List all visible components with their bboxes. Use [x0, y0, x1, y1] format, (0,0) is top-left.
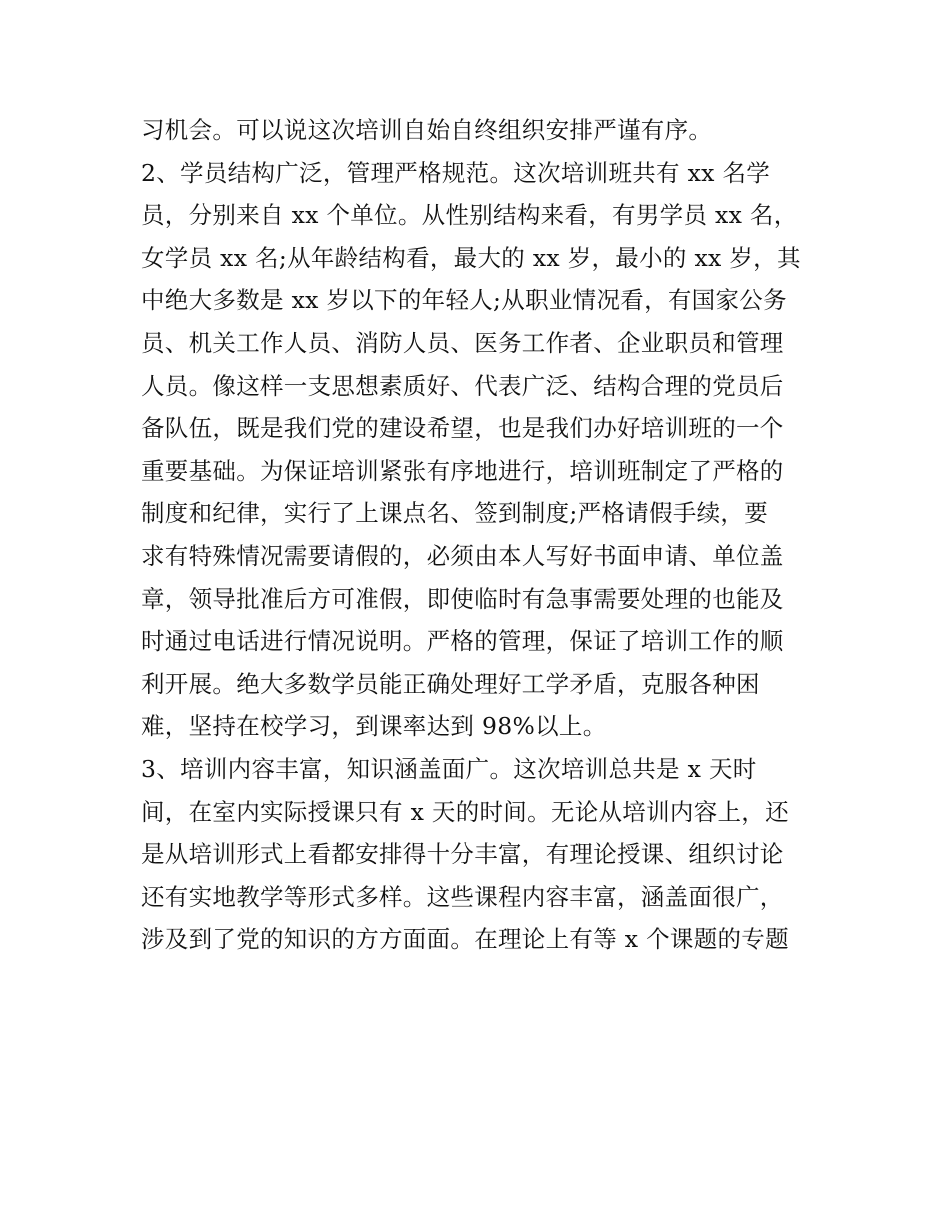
text-line: 还有实地教学等形式多样。这些课程内容丰富，涵盖面很广， — [141, 882, 784, 911]
text-line: 3、培训内容丰富，知识涵盖面广。这次培训总共是 x 天时 — [141, 754, 757, 783]
text-line: 员，分别来自 xx 个单位。从性别结构来看，有男学员 xx 名， — [141, 201, 798, 230]
text-line: 中绝大多数是 xx 岁以下的年轻人;从职业情况看，有国家公务 — [141, 286, 787, 315]
text-line: 习机会。可以说这次培训自始自终组织安排严谨有序。 — [141, 116, 713, 144]
text-line: 2、学员结构广泛，管理严格规范。这次培训班共有 xx 名学 — [141, 158, 771, 187]
text-line: 女学员 xx 名;从年龄结构看，最大的 xx 岁，最小的 xx 岁，其 — [141, 243, 801, 272]
text-line: 备队伍，既是我们党的建设希望，也是我们办好培训班的一个 — [141, 414, 784, 443]
text-line: 员、机关工作人员、消防人员、医务工作者、企业职员和管理 — [141, 328, 784, 357]
text-line: 涉及到了党的知识的方方面面。在理论上有等 x 个课题的专题 — [141, 925, 789, 954]
text-line: 间，在室内实际授课只有 x 天的时间。无论从培训内容上，还 — [141, 797, 789, 826]
text-line: 求有特殊情况需要请假的，必须由本人写好书面申请、单位盖 — [141, 541, 784, 570]
document-body — [141, 109, 821, 961]
text-line: 利开展。绝大多数学员能正确处理好工学矛盾，克服各种困 — [141, 669, 760, 698]
text-line: 章，领导批准后方可准假，即使临时有急事需要处理的也能及 — [141, 584, 784, 613]
text-line: 制度和纪律，实行了上课点名、签到制度;严格请假手续，要 — [141, 499, 769, 528]
text-line: 难，坚持在校学习，到课率达到 98%以上。 — [141, 712, 607, 741]
text-line: 重要基础。为保证培训紧张有序地进行，培训班制定了严格的 — [141, 456, 784, 485]
text-line: 时通过电话进行情况说明。严格的管理，保证了培训工作的顺 — [141, 627, 784, 656]
text-line: 人员。像这样一支思想素质好、代表广泛、结构合理的党员后 — [141, 371, 784, 400]
text-line: 是从培训形式上看都安排得十分丰富，有理论授课、组织讨论 — [141, 840, 784, 869]
